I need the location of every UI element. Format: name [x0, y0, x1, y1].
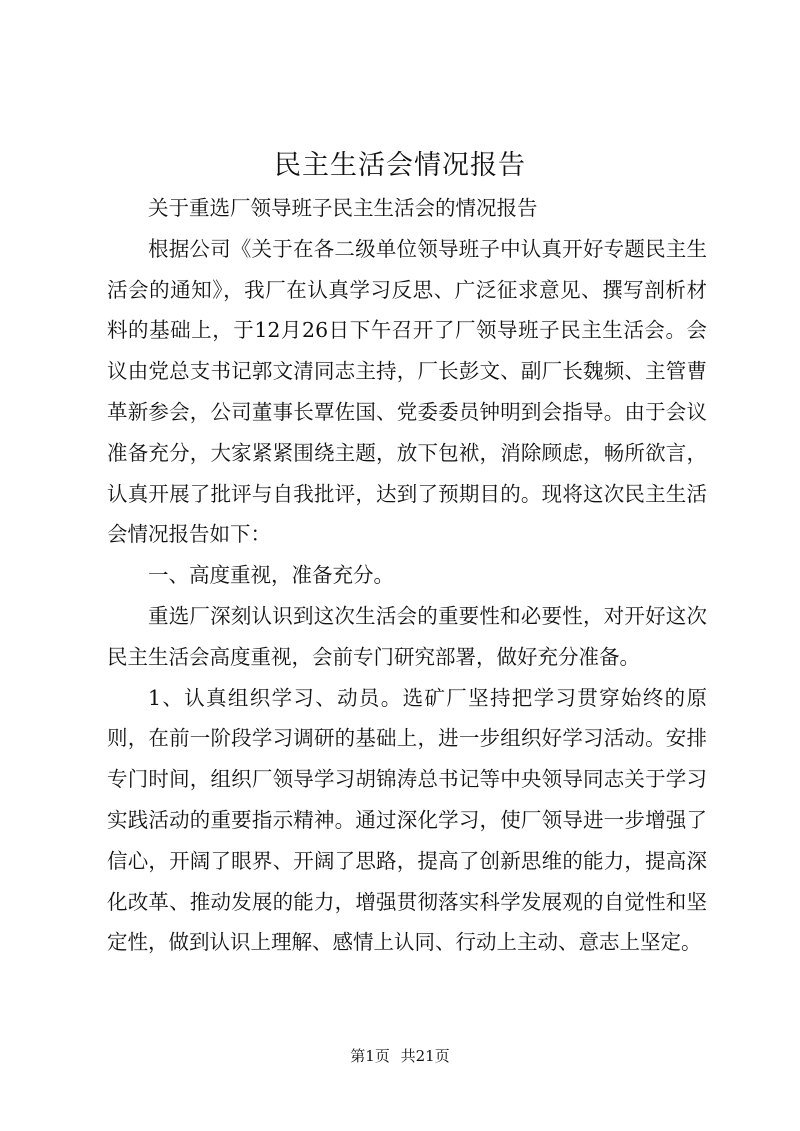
subtitle-paragraph: 关于重选厂领导班子民主生活会的情况报告 [148, 196, 538, 220]
page-footer [0, 1045, 800, 1066]
page-number: 第1页 [350, 1047, 390, 1065]
section-paragraph: 重选厂深刻认识到这次生活会的重要性和必要性，对开好这次民主生活会高度重视，会前专门研究部署，做好充分准备。 [107, 603, 707, 669]
item-paragraph: 1、认真组织学习、动员。选矿厂坚持把学习贯穿始终的原则，在前一阶段学习调研的基础上，进一步组织好学习活动。安排专门时间，组织厂领导学习胡锦涛总书记等中央领导同志关于学习实践活动的重要指示精神。通过深化学习，使厂领导进一步增强了信心，开阔了眼界、开阔了思路，提高了创新思维的能力，提高深化改革、推动发展的能力，增强贯彻落实科学发展观的自觉性和坚定性，做到认识上理解、感情上认同、行动上主动、意志上坚定。 [107, 685, 707, 955]
document-body [107, 188, 707, 963]
page-title: 民主生活会情况报告 [274, 150, 526, 181]
page-total: 共21页 [400, 1047, 450, 1065]
section-heading: 一、高度重视，准备充分。 [148, 563, 394, 588]
intro-paragraph: 根据公司《关于在各二级单位领导班子中认真开好专题民主生活会的通知》，我厂在认真学习反思、广泛征求意见、撰写剖析材料的基础上，于12月26日下午召开了厂领导班子民主生活会。会议由党总支书记郭文清同志主持，厂长彭文、副厂长魏频、主管曹革新参会，公司董事长覃佐国、党委委员钟明到会指导。由于会议准备充分，大家紧紧围绕主题，放下包袱，消除顾虑，畅所欲言，认真开展了批评与自我批评，达到了预期目的。现将这次民主生活会情况报告如下： [107, 236, 707, 547]
